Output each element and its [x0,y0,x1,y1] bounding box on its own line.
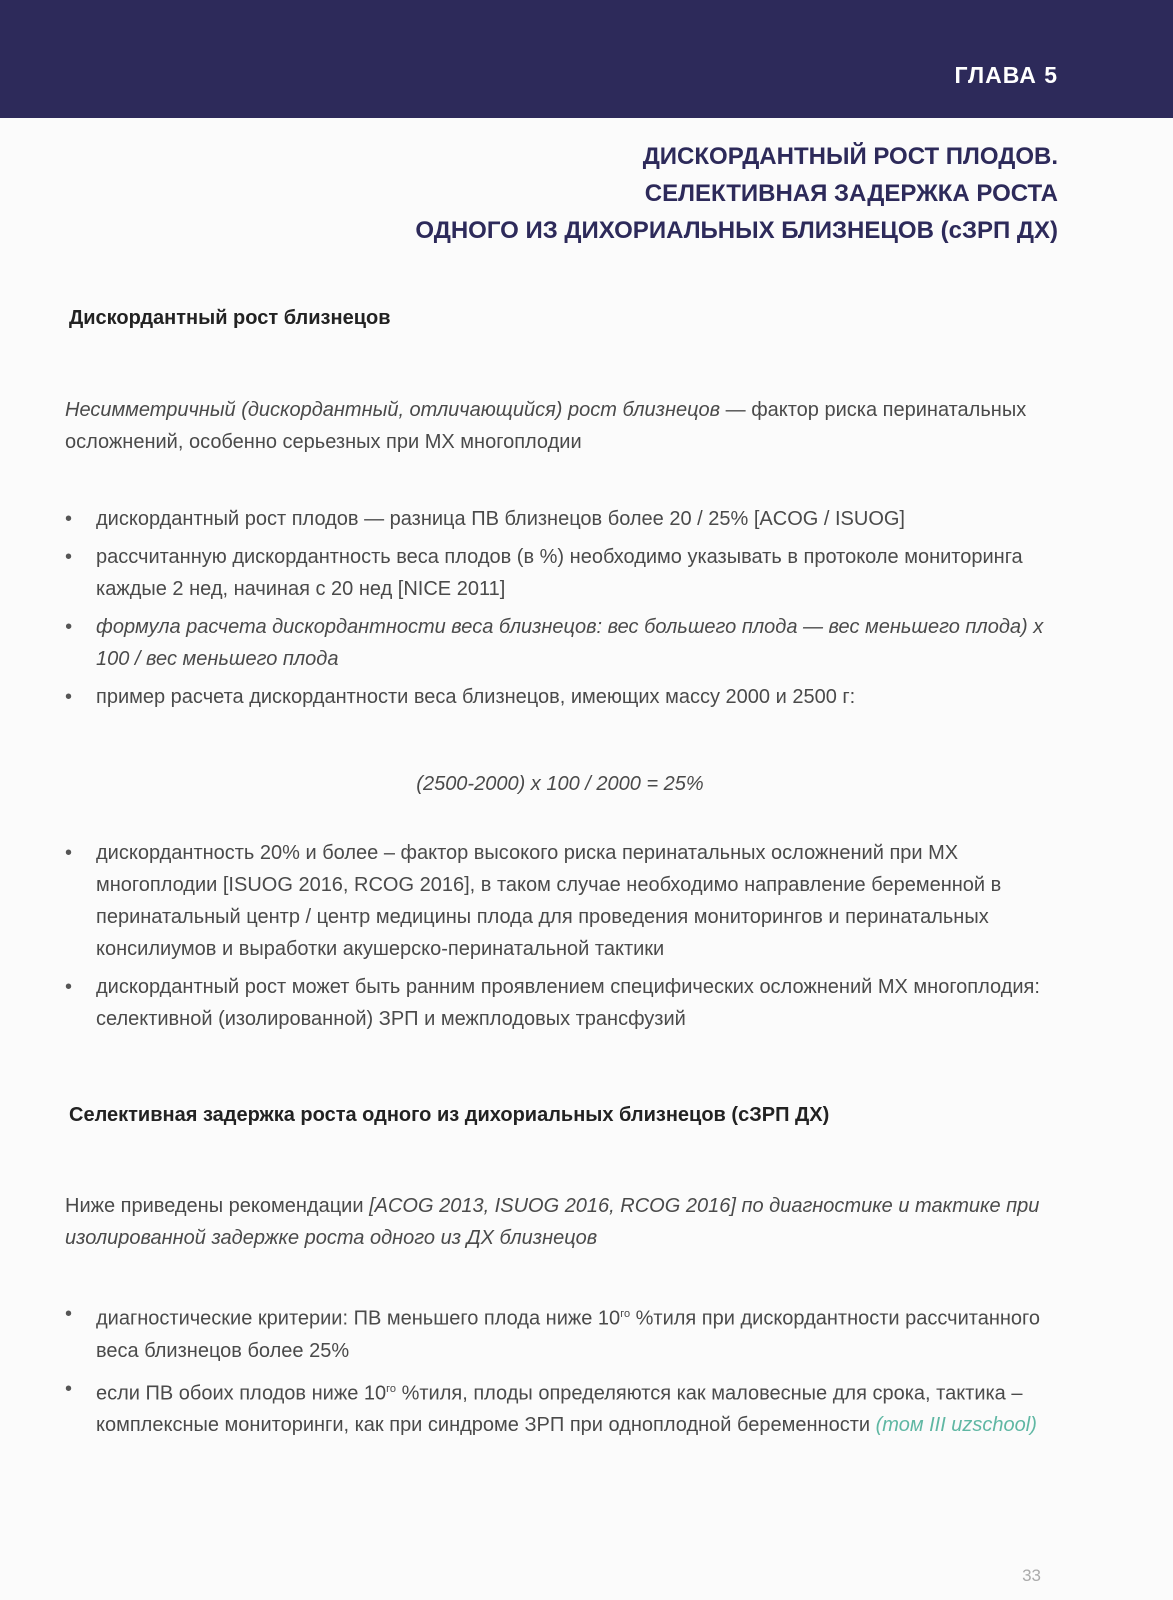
list-item: • дискордантный рост может быть ранним проявлением специфических осложнений МХ многоплодия: селективной (изолированной) ЗРП и межплодовых трансфузий [65,971,1058,1035]
intro-text: — фактор риска перинатальных осложнений, особенно серьезных при МХ многоплодии [65,399,1027,453]
list-item: • пример расчета дискордантности веса близнецов, имеющих массу 2000 и 2500 г: [65,681,1058,713]
title-line: СЕЛЕКТИВНАЯ ЗАДЕРЖКА РОСТА [644,180,1058,207]
criteria-text: %тиля, плоды определяются как маловесные для срока, тактика – комплексные мониторинги, как при синдроме ЗРП при одноплодной беременности [96,1382,1023,1437]
list-item: • дискордантность 20% и более – фактор высокого риска перинатальных осложнений при МХ многоплодии [ISUOG 2016, RCOG 2016], в таком случае необходимо направление беременной в перинатальный центр / центр медицины плода для проведения мониторингов и перинатальных консилиумов и выработки акушерско-перинатальной тактики [65,837,1058,965]
chapter-label: ГЛАВА 5 [954,62,1058,88]
recommendations-paragraph [65,1190,1058,1254]
criteria-text: если ПВ обоих плодов ниже 10 [96,1382,387,1405]
recommendations-italic: [ACOG 2013, ISUOG 2016, RCOG 2016] по диагностике и тактике при изолированной задержке роста одного из ДХ близнецов [65,1195,1040,1249]
list-item [65,1373,1058,1442]
page-title [158,138,1058,249]
title-line: ДИСКОРДАНТНЫЙ РОСТ ПЛОДОВ. [642,143,1058,170]
title-line: ОДНОГО ИЗ ДИХОРИАЛЬНЫХ БЛИЗНЕЦОВ (сЗРП ДХ) [415,217,1058,244]
discordance-bullet-list [65,503,1058,719]
calculation-formula: (2500-2000) х 100 / 2000 = 25% [416,773,704,795]
criteria-bullet-list [65,1298,1058,1447]
list-item [65,1298,1058,1367]
criteria-text: диагностические критерии: ПВ меньшего плода ниже 10 [96,1307,621,1330]
ordinal-suffix: го [386,1382,397,1395]
chapter-header-bar [0,0,1173,118]
intro-paragraph [65,394,1058,458]
list-item: • дискордантный рост плодов — разница ПВ близнецов более 20 / 25% [ACOG / ISUOG] [65,503,1058,535]
intro-italic-term: Несимметричный (дискордантный, отличающийся) рост близнецов [65,399,721,421]
risk-bullet-list [65,837,1058,1041]
page-number: 33 [1022,1566,1041,1585]
section-heading-discordant-growth: Дискордантный рост близнецов [69,307,391,329]
section-heading-selective-fgr: Селективная задержка роста одного из дихориальных близнецов (сЗРП ДХ) [69,1104,830,1126]
criteria-text: %тиля при дискордантности рассчитанного веса близнецов более 25% [96,1307,1041,1362]
list-item: • рассчитанную дискордантность веса плодов (в %) необходимо указывать в протоколе мониторинга каждые 2 нед, начиная с 20 нед [NICE 2011] [65,541,1058,605]
recommendations-text: Ниже приведены рекомендации [65,1195,370,1217]
ordinal-suffix: го [620,1308,631,1320]
reference-link[interactable]: (том III uzschool) [875,1414,1037,1437]
list-item: • формула расчета дискордантности веса близнецов: вес большего плода — вес меньшего плода) х 100 / вес меньшего плода [65,611,1058,675]
